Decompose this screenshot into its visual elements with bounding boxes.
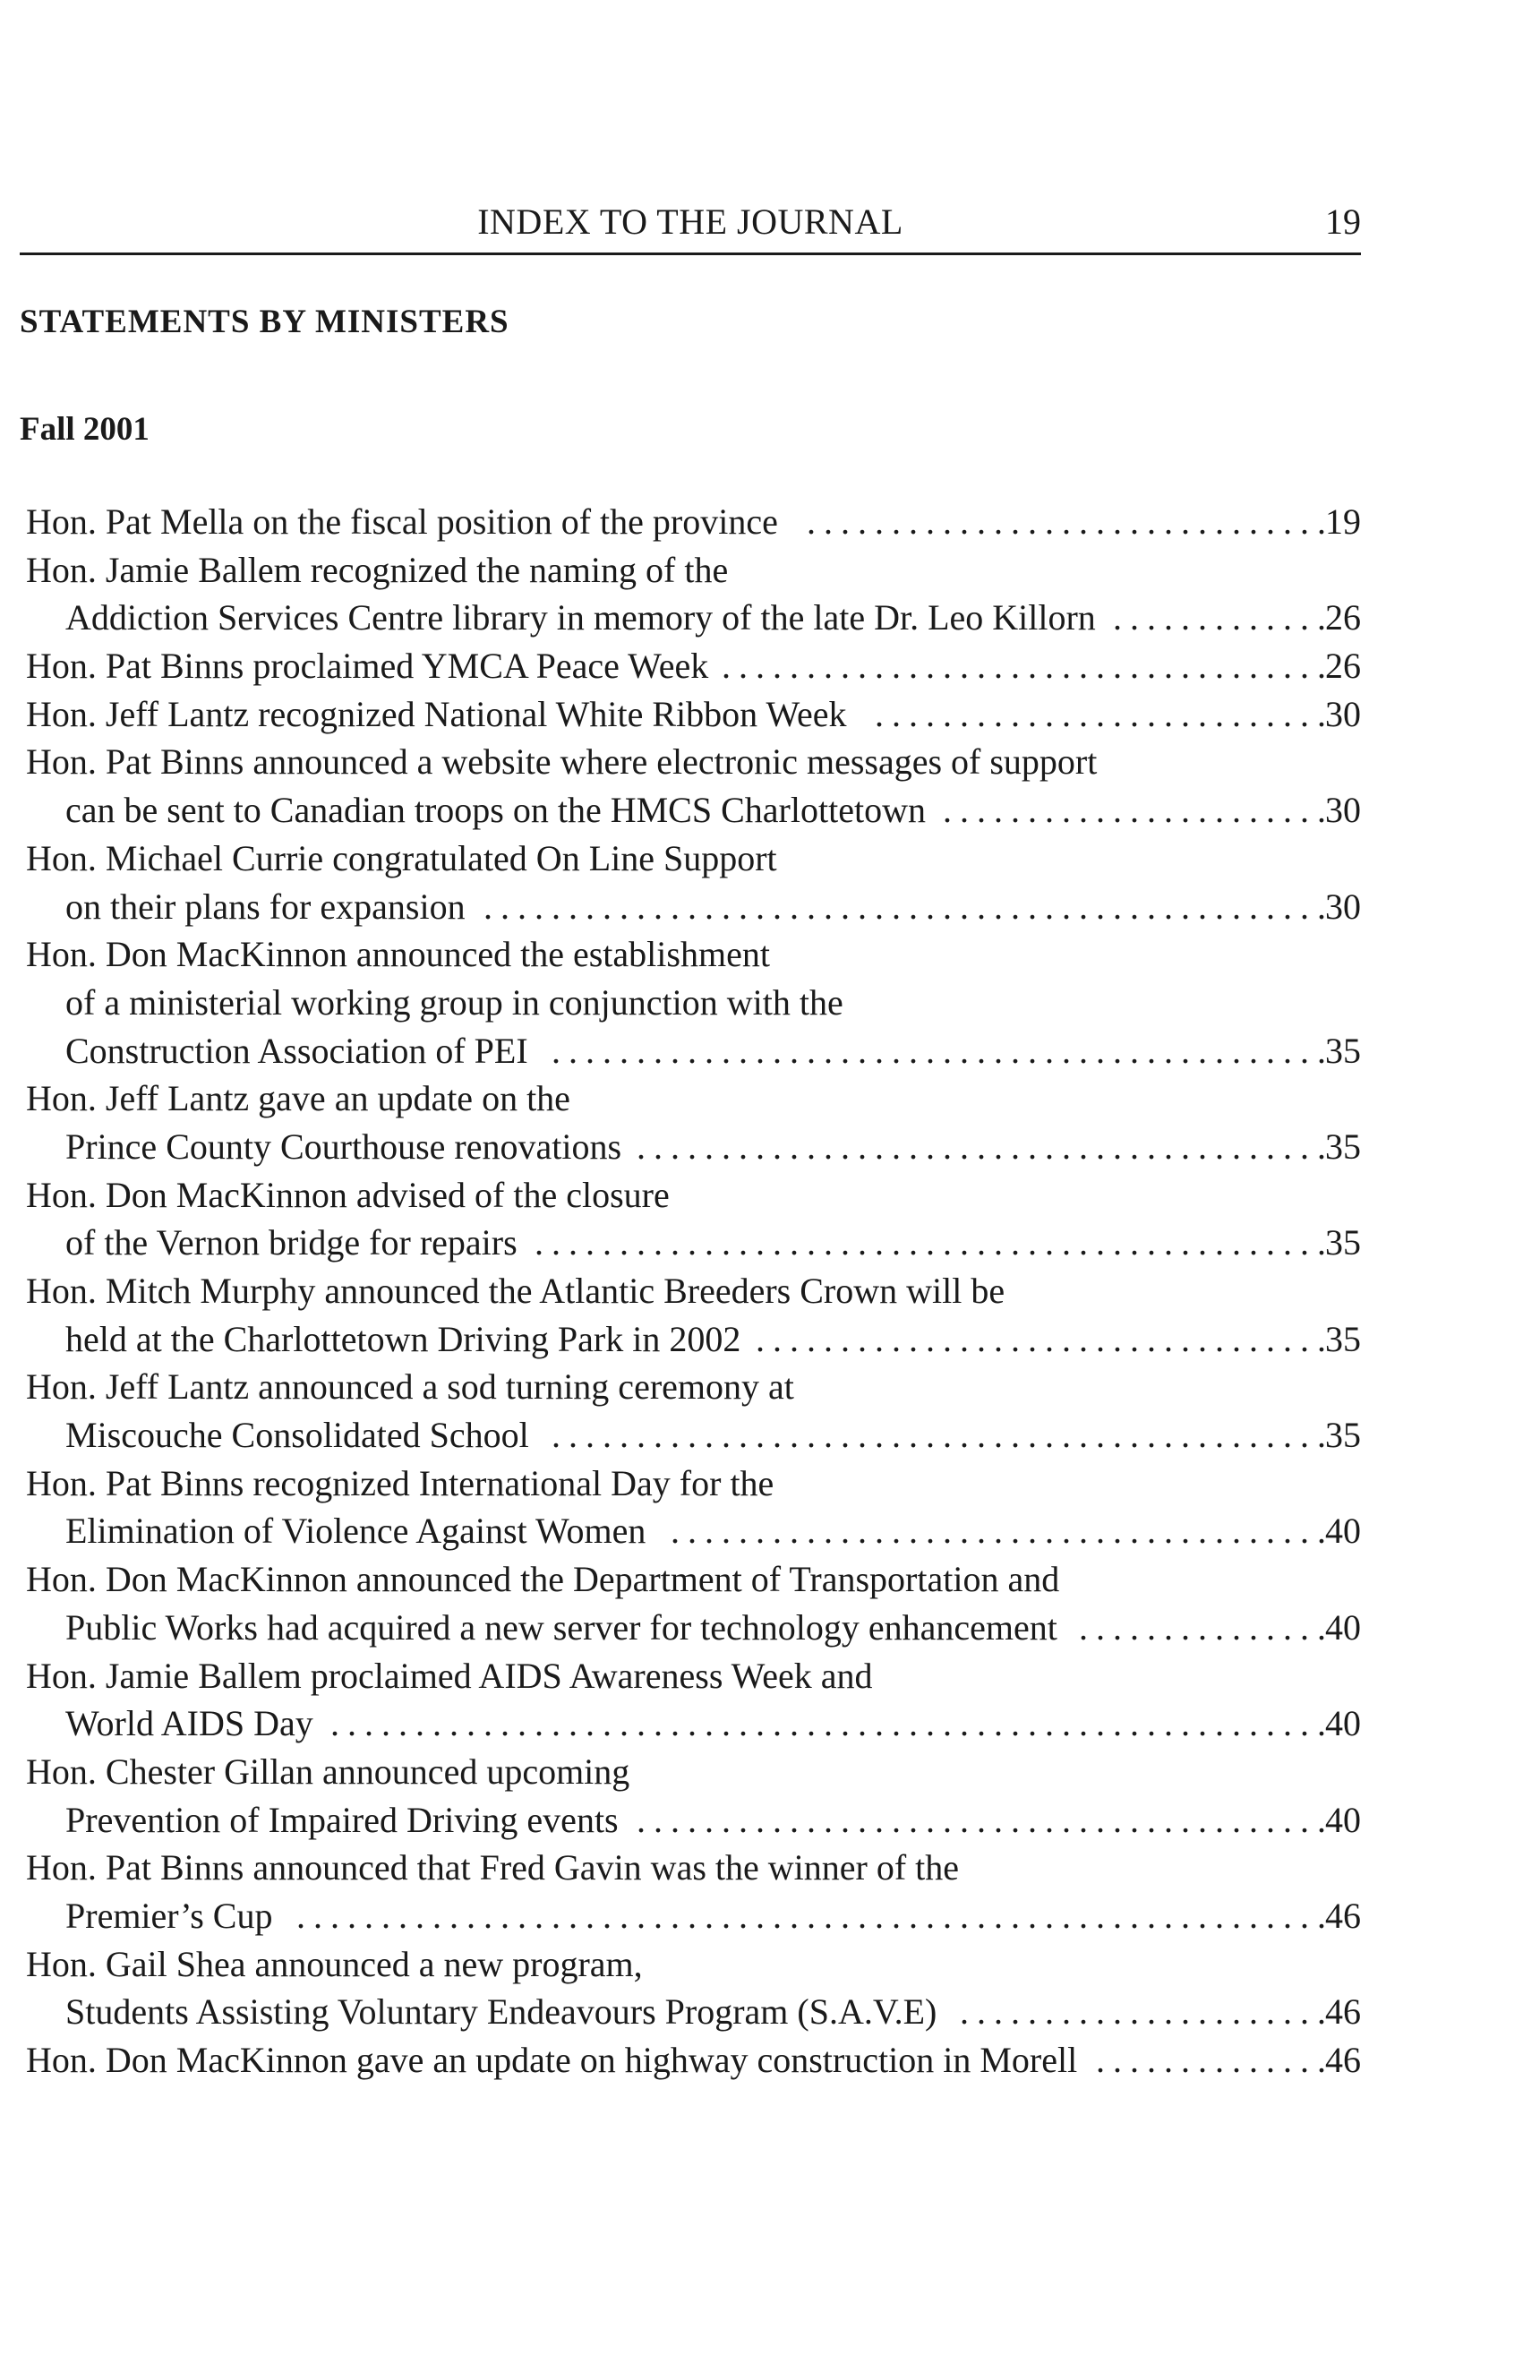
entry-continuation-line (0, 1988, 1540, 2036)
entry-continuation-line (0, 1315, 1540, 1364)
index-entry (0, 1748, 1540, 1844)
index-entry (0, 1267, 1540, 1363)
dot-leader: .............................................. (552, 1415, 1334, 1456)
entry-text: on their plans for expansion (65, 886, 466, 927)
index-entry (0, 2036, 1540, 2085)
entry-page-number: 35 (1325, 1126, 1361, 1167)
entry-line (0, 835, 1540, 883)
entry-page-number: 46 (1325, 1991, 1361, 2033)
entry-continuation-line (0, 1123, 1540, 1171)
entry-page-number: 35 (1325, 1318, 1361, 1359)
entry-continuation-line (0, 1604, 1540, 1652)
entry-page-number: 30 (1325, 790, 1361, 831)
entry-continuation-line (0, 1796, 1540, 1845)
entry-text: Premier’s Cup (65, 1895, 273, 1936)
entry-text: Hon. Jeff Lantz recognized National White Ribbon Week (26, 693, 847, 734)
entry-line (0, 498, 1540, 546)
entry-text: Prince County Courthouse renovations (65, 1126, 622, 1167)
journal-index-title: INDEX TO THE JOURNAL (477, 201, 903, 242)
entry-text: Hon. Mitch Murphy announced the Atlantic Breeders Crown will be (26, 1271, 1005, 1311)
entry-text: Hon. Don MacKinnon advised of the closure (26, 1174, 670, 1215)
index-entry (0, 1940, 1540, 2036)
dot-leader: ............................... (807, 501, 1334, 542)
entry-page-number: 40 (1325, 1799, 1361, 1840)
index-entry (0, 498, 1540, 546)
entry-text: Hon. Jeff Lantz gave an update on the (26, 1078, 570, 1119)
entry-text: Hon. Don MacKinnon gave an update on highway construction in Morell (26, 2040, 1078, 2080)
dot-leader: ....................... (943, 790, 1334, 831)
entry-continuation-line (0, 1699, 1540, 1748)
entry-text: World AIDS Day (65, 1703, 313, 1744)
index-entry (0, 930, 1540, 1074)
entry-line (0, 1267, 1540, 1315)
dot-leader: ............... (1079, 1606, 1334, 1648)
entry-text: Hon. Jeff Lantz announced a sod turning ceremony at (26, 1366, 794, 1408)
index-entry (0, 835, 1540, 930)
entry-page-number: 35 (1325, 1415, 1361, 1456)
entry-text: Hon. Michael Currie congratulated On Line Support (26, 837, 777, 878)
dot-leader: ........................................................... (330, 1703, 1334, 1744)
entry-text: Hon. Pat Binns proclaimed YMCA Peace Week (26, 646, 709, 687)
entry-continuation-line (0, 979, 1540, 1027)
dot-leader: ............. (1113, 597, 1334, 638)
dot-leader: ...................... (960, 1991, 1334, 2033)
entry-line (0, 1555, 1540, 1604)
entry-continuation-line (0, 1027, 1540, 1075)
index-entry (0, 1363, 1540, 1459)
index-entry (0, 738, 1540, 834)
entry-text: Hon. Don MacKinnon announced the Department of Transportation and (26, 1559, 1060, 1600)
entry-line (0, 642, 1540, 690)
entry-line (0, 1844, 1540, 1892)
entry-line (0, 1460, 1540, 1508)
entry-page-number: 46 (1325, 1895, 1361, 1936)
page-number: 19 (1325, 201, 1361, 242)
entry-continuation-line (0, 1411, 1540, 1460)
entry-line (0, 930, 1540, 979)
index-entry (0, 1171, 1540, 1267)
entry-text: Hon. Jamie Ballem recognized the naming of the (26, 549, 729, 590)
index-entry (0, 642, 1540, 690)
entry-text: Students Assisting Voluntary Endeavours Program (S.A.V.E) (65, 1991, 937, 2033)
entry-page-number: 30 (1325, 886, 1361, 927)
entry-text: can be sent to Canadian troops on the HMCS Charlottetown (65, 790, 926, 831)
entry-continuation-line (0, 1892, 1540, 1940)
index-entry (0, 1844, 1540, 1939)
index-entry (0, 1652, 1540, 1748)
entry-page-number: 40 (1325, 1703, 1361, 1744)
entry-continuation-line (0, 1507, 1540, 1555)
entry-text: Hon. Gail Shea announced a new program, (26, 1943, 643, 1984)
entry-page-number: 26 (1325, 597, 1361, 638)
entry-continuation-line (0, 883, 1540, 931)
entry-text: Addiction Services Centre library in memory of the late Dr. Leo Killorn (65, 597, 1096, 638)
entry-text: Hon. Don MacKinnon announced the establishment (26, 934, 770, 975)
entry-text: Construction Association of PEI (65, 1030, 528, 1071)
dot-leader: .................................... (722, 646, 1334, 687)
entry-text: of a ministerial working group in conjunction with the (65, 981, 843, 1023)
entry-text: of the Vernon bridge for repairs (65, 1222, 518, 1263)
dot-leader: ....................................... (671, 1511, 1334, 1552)
entry-text: Prevention of Impaired Driving events (65, 1799, 619, 1840)
entry-line (0, 1652, 1540, 1700)
subsection-heading: Fall 2001 (20, 411, 150, 448)
entry-page-number: 35 (1325, 1030, 1361, 1071)
running-header (20, 197, 1361, 255)
dot-leader: .................................. (756, 1318, 1334, 1359)
entry-text: Hon. Pat Binns announced a website where electronic messages of support (26, 741, 1098, 783)
entry-text: Public Works had acquired a new server for technology enhancement (65, 1606, 1057, 1648)
entry-line (0, 546, 1540, 595)
entry-continuation-line (0, 594, 1540, 642)
entry-line (0, 690, 1540, 739)
entry-text: Hon. Pat Binns announced that Fred Gavin was the winner of the (26, 1847, 960, 1888)
index-entry (0, 1555, 1540, 1651)
dot-leader: ......................................... (637, 1126, 1334, 1167)
dot-leader: ......................................... (637, 1799, 1334, 1840)
entry-text: Hon. Chester Gillan announced upcoming (26, 1751, 630, 1792)
entry-continuation-line (0, 786, 1540, 835)
entry-page-number: 19 (1325, 501, 1361, 542)
entry-text: Miscouche Consolidated School (65, 1415, 529, 1456)
entry-text: Hon. Pat Mella on the fiscal position of the province (26, 501, 778, 542)
entry-text: Hon. Pat Binns recognized International Day for the (26, 1462, 774, 1503)
entry-line (0, 1748, 1540, 1796)
dot-leader: ............................................... (535, 1222, 1334, 1263)
entry-line (0, 1940, 1540, 1989)
entry-line (0, 2036, 1540, 2085)
index-entry (0, 1460, 1540, 1555)
section-heading: STATEMENTS BY MINISTERS (20, 304, 509, 340)
entry-page-number: 35 (1325, 1222, 1361, 1263)
entry-page-number: 26 (1325, 646, 1361, 687)
entry-page-number: 46 (1325, 2040, 1361, 2080)
dot-leader: ............................................................. (296, 1895, 1334, 1936)
entry-page-number: 30 (1325, 693, 1361, 734)
entry-continuation-line (0, 1219, 1540, 1267)
entry-line (0, 1171, 1540, 1220)
dot-leader: .................................................. (483, 886, 1334, 927)
index-entry (0, 690, 1540, 739)
entry-line (0, 1363, 1540, 1411)
dot-leader: .............................................. (552, 1030, 1334, 1071)
dot-leader: ........................... (875, 693, 1334, 734)
dot-leader: .............. (1096, 2040, 1334, 2080)
index-entry (0, 1074, 1540, 1170)
entry-line (0, 1074, 1540, 1123)
entry-page-number: 40 (1325, 1511, 1361, 1552)
entry-line (0, 738, 1540, 786)
statement-index-list (0, 498, 1540, 2085)
entry-text: held at the Charlottetown Driving Park in 2002 (65, 1318, 741, 1359)
index-entry (0, 546, 1540, 642)
entry-page-number: 40 (1325, 1606, 1361, 1648)
entry-text: Elimination of Violence Against Women (65, 1511, 646, 1552)
entry-text: Hon. Jamie Ballem proclaimed AIDS Awareness Week and (26, 1655, 873, 1696)
